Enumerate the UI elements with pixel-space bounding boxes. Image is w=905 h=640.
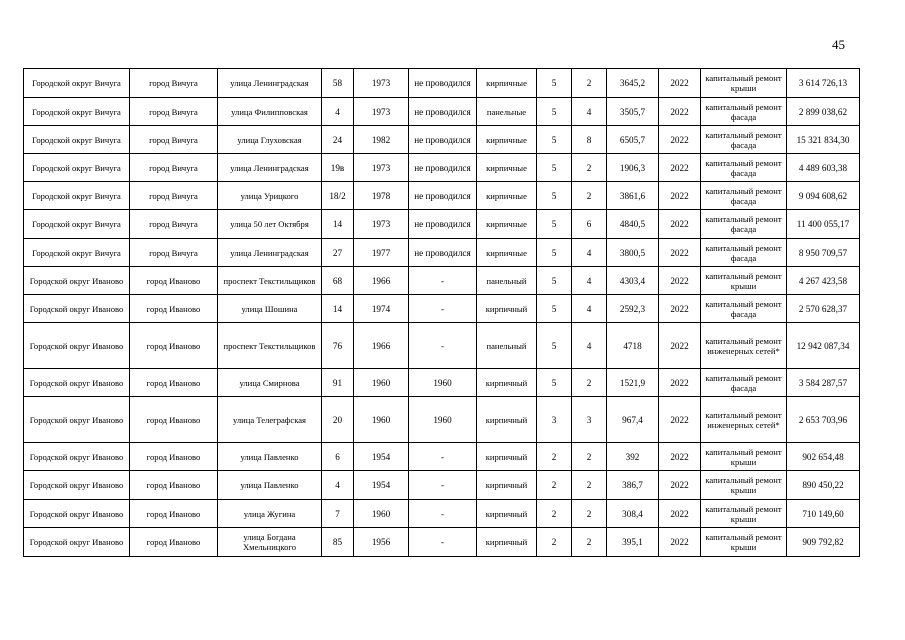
area-cell: 308,4 <box>607 500 659 528</box>
settlement-cell: город Вичуга <box>130 98 218 126</box>
work-type-cell: капитальный ремонт фасада <box>701 239 787 267</box>
settlement-cell: город Иваново <box>130 500 218 528</box>
last-repair-cell: - <box>409 500 477 528</box>
floors-cell: 5 <box>537 69 572 98</box>
last-repair-cell: - <box>409 267 477 295</box>
street-cell: проспект Текстильщиков <box>218 323 322 369</box>
cost-cell: 2 570 628,37 <box>787 295 860 323</box>
work-type-cell: капитальный ремонт инженерных сетей* <box>701 397 787 443</box>
house-number-cell: 7 <box>322 500 354 528</box>
house-number-cell: 18/2 <box>322 182 354 210</box>
municipality-cell: Городской округ Иваново <box>24 528 130 557</box>
build-year-cell: 1973 <box>354 210 409 239</box>
street-cell: улица Смирнова <box>218 369 322 397</box>
cost-cell: 890 450,22 <box>787 471 860 500</box>
last-repair-cell: 1960 <box>409 397 477 443</box>
table-row <box>24 210 860 239</box>
year-cell: 2022 <box>659 182 701 210</box>
wall-material-cell: кирпичные <box>477 126 537 154</box>
floors-cell: 2 <box>537 471 572 500</box>
year-cell: 2022 <box>659 210 701 239</box>
last-repair-cell: не проводился <box>409 98 477 126</box>
build-year-cell: 1960 <box>354 500 409 528</box>
cost-cell: 11 400 055,17 <box>787 210 860 239</box>
wall-material-cell: кирпичный <box>477 369 537 397</box>
street-cell: улица Телеграфская <box>218 397 322 443</box>
area-cell: 2592,3 <box>607 295 659 323</box>
work-type-cell: капитальный ремонт фасада <box>701 154 787 182</box>
build-year-cell: 1973 <box>354 98 409 126</box>
entrances-cell: 2 <box>572 443 607 471</box>
last-repair-cell: не проводился <box>409 126 477 154</box>
last-repair-cell: не проводился <box>409 210 477 239</box>
last-repair-cell: не проводился <box>409 239 477 267</box>
street-cell: улица Урицкого <box>218 182 322 210</box>
last-repair-cell: 1960 <box>409 369 477 397</box>
year-cell: 2022 <box>659 126 701 154</box>
wall-material-cell: кирпичный <box>477 471 537 500</box>
house-number-cell: 19в <box>322 154 354 182</box>
municipality-cell: Городской округ Вичуга <box>24 98 130 126</box>
entrances-cell: 2 <box>572 182 607 210</box>
work-type-cell: капитальный ремонт крыши <box>701 443 787 471</box>
build-year-cell: 1966 <box>354 267 409 295</box>
work-type-cell: капитальный ремонт крыши <box>701 500 787 528</box>
table-row <box>24 182 860 210</box>
house-number-cell: 27 <box>322 239 354 267</box>
work-type-cell: капитальный ремонт фасада <box>701 210 787 239</box>
area-cell: 3645,2 <box>607 69 659 98</box>
cost-cell: 3 584 287,57 <box>787 369 860 397</box>
settlement-cell: город Вичуга <box>130 126 218 154</box>
area-cell: 386,7 <box>607 471 659 500</box>
area-cell: 1906,3 <box>607 154 659 182</box>
area-cell: 3505,7 <box>607 98 659 126</box>
year-cell: 2022 <box>659 239 701 267</box>
build-year-cell: 1978 <box>354 182 409 210</box>
build-year-cell: 1973 <box>354 154 409 182</box>
year-cell: 2022 <box>659 443 701 471</box>
street-cell: улица Жугина <box>218 500 322 528</box>
area-cell: 3800,5 <box>607 239 659 267</box>
street-cell: улица Ленинградская <box>218 69 322 98</box>
year-cell: 2022 <box>659 295 701 323</box>
cost-cell: 8 950 709,57 <box>787 239 860 267</box>
municipality-cell: Городской округ Вичуга <box>24 210 130 239</box>
entrances-cell: 4 <box>572 267 607 295</box>
floors-cell: 2 <box>537 528 572 557</box>
floors-cell: 5 <box>537 182 572 210</box>
house-number-cell: 58 <box>322 69 354 98</box>
settlement-cell: город Иваново <box>130 471 218 500</box>
settlement-cell: город Иваново <box>130 528 218 557</box>
build-year-cell: 1977 <box>354 239 409 267</box>
work-type-cell: капитальный ремонт фасада <box>701 98 787 126</box>
entrances-cell: 2 <box>572 369 607 397</box>
municipality-cell: Городской округ Вичуга <box>24 239 130 267</box>
settlement-cell: город Иваново <box>130 267 218 295</box>
street-cell: улица Глуховская <box>218 126 322 154</box>
municipality-cell: Городской округ Иваново <box>24 295 130 323</box>
settlement-cell: город Вичуга <box>130 239 218 267</box>
wall-material-cell: кирпичные <box>477 182 537 210</box>
municipality-cell: Городской округ Иваново <box>24 397 130 443</box>
settlement-cell: город Иваново <box>130 443 218 471</box>
cost-cell: 4 489 603,38 <box>787 154 860 182</box>
work-type-cell: капитальный ремонт крыши <box>701 528 787 557</box>
work-type-cell: капитальный ремонт фасада <box>701 295 787 323</box>
cost-cell: 909 792,82 <box>787 528 860 557</box>
floors-cell: 5 <box>537 267 572 295</box>
street-cell: улица Богдана Хмельницкого <box>218 528 322 557</box>
municipality-cell: Городской округ Вичуга <box>24 182 130 210</box>
cost-cell: 4 267 423,58 <box>787 267 860 295</box>
street-cell: улица Павленко <box>218 443 322 471</box>
build-year-cell: 1956 <box>354 528 409 557</box>
last-repair-cell: - <box>409 295 477 323</box>
year-cell: 2022 <box>659 528 701 557</box>
table-row <box>24 443 860 471</box>
entrances-cell: 4 <box>572 323 607 369</box>
build-year-cell: 1954 <box>354 443 409 471</box>
floors-cell: 2 <box>537 443 572 471</box>
table-row <box>24 69 860 98</box>
work-type-cell: капитальный ремонт крыши <box>701 267 787 295</box>
wall-material-cell: кирпичный <box>477 295 537 323</box>
house-number-cell: 14 <box>322 210 354 239</box>
street-cell: улица Павленко <box>218 471 322 500</box>
area-cell: 392 <box>607 443 659 471</box>
house-number-cell: 6 <box>322 443 354 471</box>
wall-material-cell: кирпичный <box>477 443 537 471</box>
wall-material-cell: кирпичный <box>477 528 537 557</box>
municipality-cell: Городской округ Вичуга <box>24 126 130 154</box>
entrances-cell: 4 <box>572 295 607 323</box>
area-cell: 967,4 <box>607 397 659 443</box>
area-cell: 4840,5 <box>607 210 659 239</box>
cost-cell: 2 653 703,96 <box>787 397 860 443</box>
table-row <box>24 154 860 182</box>
work-type-cell: капитальный ремонт фасада <box>701 182 787 210</box>
floors-cell: 5 <box>537 98 572 126</box>
table-row <box>24 471 860 500</box>
table-row <box>24 528 860 557</box>
cost-cell: 710 149,60 <box>787 500 860 528</box>
last-repair-cell: не проводился <box>409 182 477 210</box>
house-number-cell: 91 <box>322 369 354 397</box>
street-cell: улица Филипповская <box>218 98 322 126</box>
entrances-cell: 2 <box>572 471 607 500</box>
page-number: 45 <box>832 37 845 52</box>
wall-material-cell: кирпичный <box>477 397 537 443</box>
entrances-cell: 2 <box>572 154 607 182</box>
house-number-cell: 4 <box>322 471 354 500</box>
street-cell: улица 50 лет Октября <box>218 210 322 239</box>
street-cell: улица Ленинградская <box>218 154 322 182</box>
street-cell: проспект Текстильщиков <box>218 267 322 295</box>
area-cell: 395,1 <box>607 528 659 557</box>
year-cell: 2022 <box>659 267 701 295</box>
last-repair-cell: не проводился <box>409 69 477 98</box>
build-year-cell: 1954 <box>354 471 409 500</box>
settlement-cell: город Иваново <box>130 369 218 397</box>
wall-material-cell: кирпичный <box>477 500 537 528</box>
floors-cell: 5 <box>537 369 572 397</box>
house-number-cell: 14 <box>322 295 354 323</box>
house-number-cell: 76 <box>322 323 354 369</box>
year-cell: 2022 <box>659 323 701 369</box>
municipality-cell: Городской округ Иваново <box>24 500 130 528</box>
housing-repair-table <box>23 68 860 557</box>
table-row <box>24 267 860 295</box>
municipality-cell: Городской округ Иваново <box>24 471 130 500</box>
last-repair-cell: - <box>409 528 477 557</box>
municipality-cell: Городской округ Иваново <box>24 267 130 295</box>
municipality-cell: Городской округ Иваново <box>24 443 130 471</box>
last-repair-cell: - <box>409 323 477 369</box>
entrances-cell: 6 <box>572 210 607 239</box>
settlement-cell: город Вичуга <box>130 182 218 210</box>
settlement-cell: город Иваново <box>130 323 218 369</box>
floors-cell: 5 <box>537 239 572 267</box>
table-row <box>24 239 860 267</box>
entrances-cell: 2 <box>572 69 607 98</box>
build-year-cell: 1966 <box>354 323 409 369</box>
work-type-cell: капитальный ремонт инженерных сетей* <box>701 323 787 369</box>
entrances-cell: 2 <box>572 500 607 528</box>
cost-cell: 902 654,48 <box>787 443 860 471</box>
table-row <box>24 369 860 397</box>
table-row <box>24 323 860 369</box>
cost-cell: 3 614 726,13 <box>787 69 860 98</box>
entrances-cell: 4 <box>572 239 607 267</box>
work-type-cell: капитальный ремонт фасада <box>701 369 787 397</box>
cost-cell: 9 094 608,62 <box>787 182 860 210</box>
municipality-cell: Городской округ Вичуга <box>24 69 130 98</box>
table-row <box>24 397 860 443</box>
year-cell: 2022 <box>659 471 701 500</box>
floors-cell: 3 <box>537 397 572 443</box>
wall-material-cell: панельный <box>477 323 537 369</box>
cost-cell: 12 942 087,34 <box>787 323 860 369</box>
year-cell: 2022 <box>659 98 701 126</box>
entrances-cell: 2 <box>572 528 607 557</box>
house-number-cell: 85 <box>322 528 354 557</box>
year-cell: 2022 <box>659 500 701 528</box>
work-type-cell: капитальный ремонт крыши <box>701 69 787 98</box>
settlement-cell: город Вичуга <box>130 210 218 239</box>
area-cell: 1521,9 <box>607 369 659 397</box>
floors-cell: 5 <box>537 295 572 323</box>
last-repair-cell: не проводился <box>409 154 477 182</box>
entrances-cell: 3 <box>572 397 607 443</box>
build-year-cell: 1982 <box>354 126 409 154</box>
wall-material-cell: панельные <box>477 98 537 126</box>
floors-cell: 2 <box>537 500 572 528</box>
floors-cell: 5 <box>537 323 572 369</box>
wall-material-cell: кирпичные <box>477 69 537 98</box>
year-cell: 2022 <box>659 69 701 98</box>
area-cell: 6505,7 <box>607 126 659 154</box>
work-type-cell: капитальный ремонт фасада <box>701 126 787 154</box>
year-cell: 2022 <box>659 369 701 397</box>
cost-cell: 2 899 038,62 <box>787 98 860 126</box>
floors-cell: 5 <box>537 154 572 182</box>
table-row <box>24 295 860 323</box>
settlement-cell: город Вичуга <box>130 69 218 98</box>
street-cell: улица Шошина <box>218 295 322 323</box>
house-number-cell: 24 <box>322 126 354 154</box>
house-number-cell: 20 <box>322 397 354 443</box>
municipality-cell: Городской округ Вичуга <box>24 154 130 182</box>
table-row <box>24 98 860 126</box>
street-cell: улица Ленинградская <box>218 239 322 267</box>
municipality-cell: Городской округ Иваново <box>24 369 130 397</box>
municipality-cell: Городской округ Иваново <box>24 323 130 369</box>
cost-cell: 15 321 834,30 <box>787 126 860 154</box>
house-number-cell: 4 <box>322 98 354 126</box>
entrances-cell: 8 <box>572 126 607 154</box>
area-cell: 4303,4 <box>607 267 659 295</box>
wall-material-cell: кирпичные <box>477 154 537 182</box>
table-row <box>24 500 860 528</box>
table-row <box>24 126 860 154</box>
wall-material-cell: панельный <box>477 267 537 295</box>
floors-cell: 5 <box>537 126 572 154</box>
build-year-cell: 1960 <box>354 397 409 443</box>
settlement-cell: город Иваново <box>130 397 218 443</box>
year-cell: 2022 <box>659 397 701 443</box>
build-year-cell: 1974 <box>354 295 409 323</box>
area-cell: 4718 <box>607 323 659 369</box>
last-repair-cell: - <box>409 443 477 471</box>
area-cell: 3861,6 <box>607 182 659 210</box>
wall-material-cell: кирпичные <box>477 239 537 267</box>
settlement-cell: город Вичуга <box>130 154 218 182</box>
work-type-cell: капитальный ремонт крыши <box>701 471 787 500</box>
wall-material-cell: кирпичные <box>477 210 537 239</box>
build-year-cell: 1960 <box>354 369 409 397</box>
last-repair-cell: - <box>409 471 477 500</box>
entrances-cell: 4 <box>572 98 607 126</box>
settlement-cell: город Иваново <box>130 295 218 323</box>
house-number-cell: 68 <box>322 267 354 295</box>
floors-cell: 5 <box>537 210 572 239</box>
build-year-cell: 1973 <box>354 69 409 98</box>
year-cell: 2022 <box>659 154 701 182</box>
